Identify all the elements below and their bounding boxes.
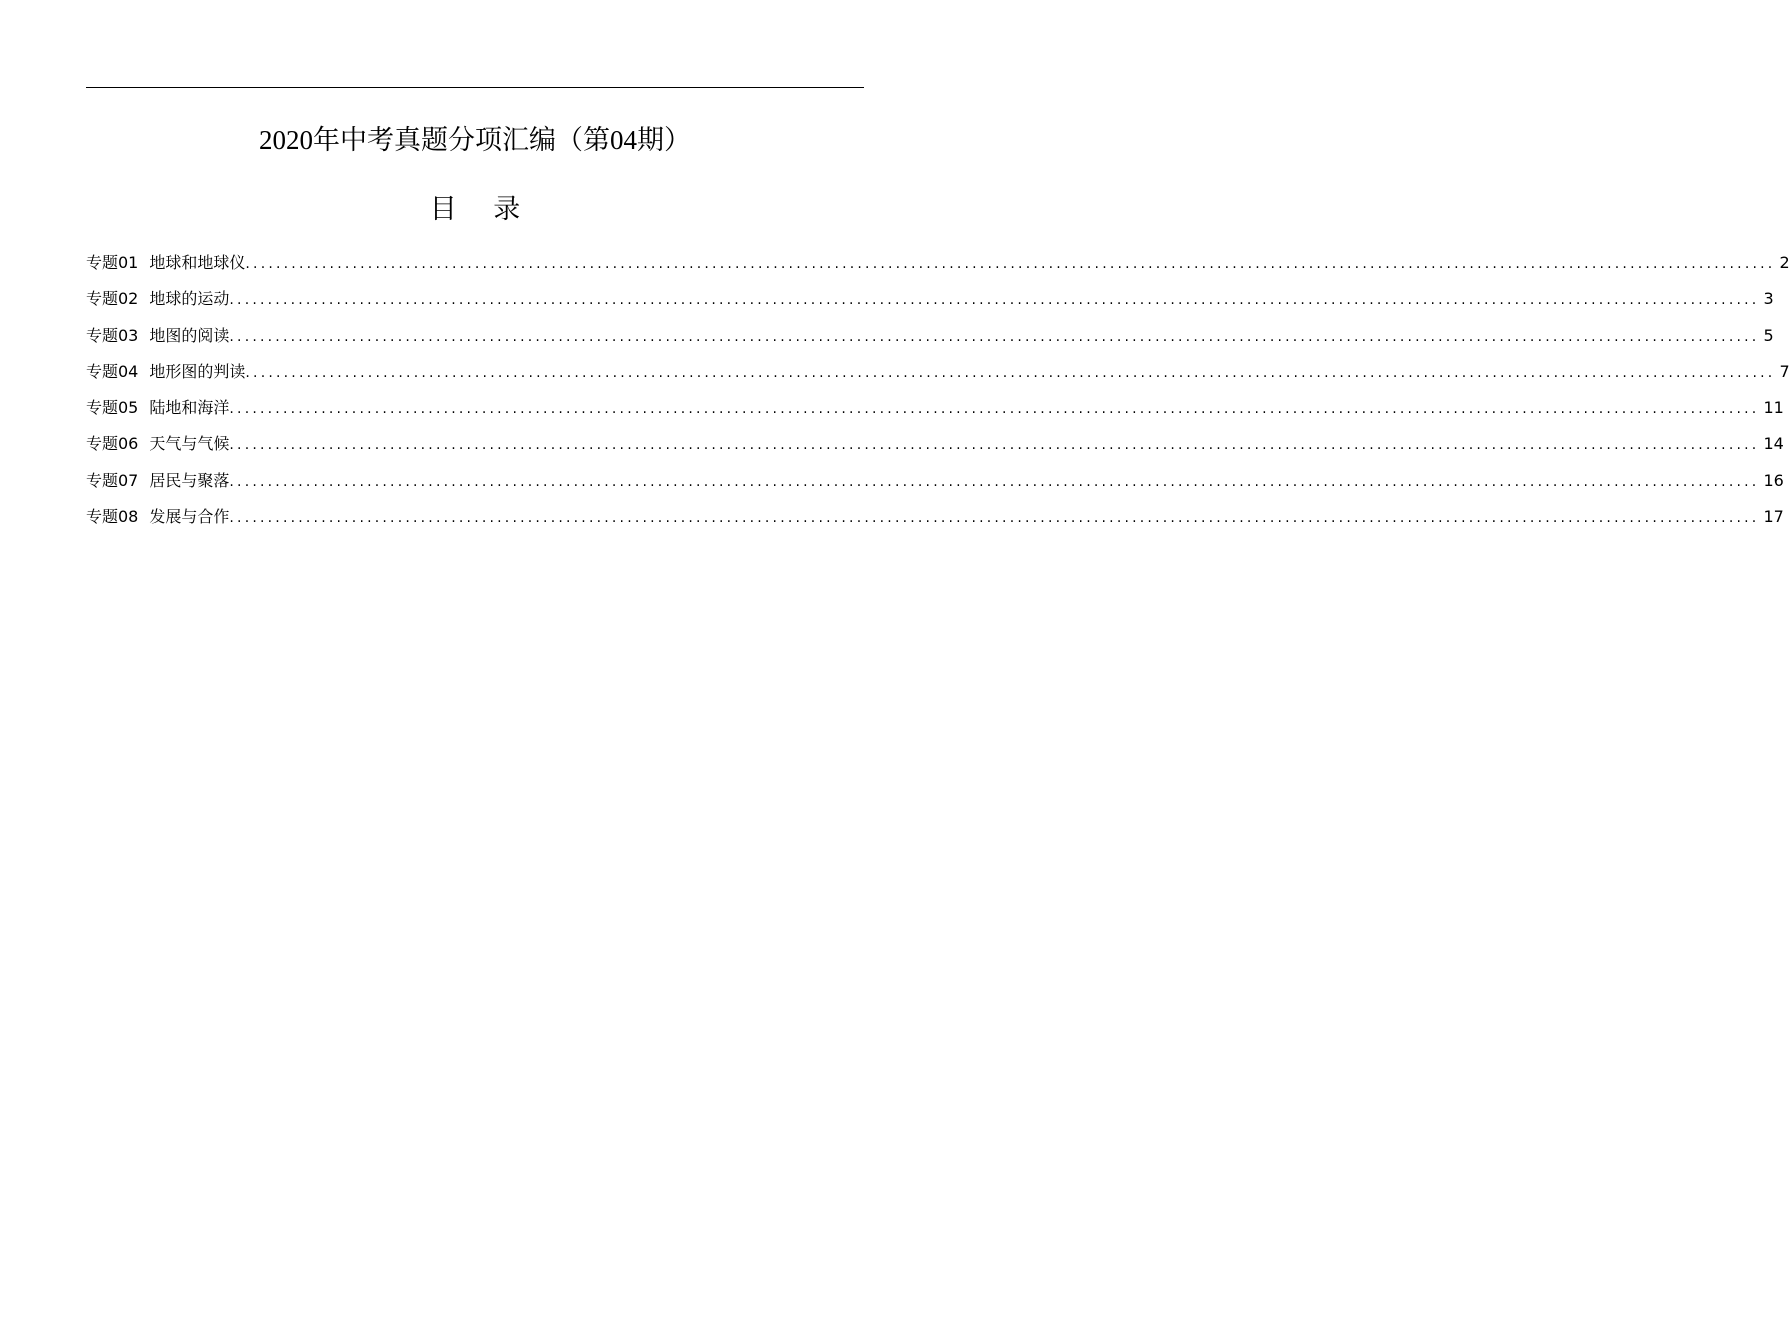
toc-entry[interactable] [86, 285, 1774, 321]
toc-entry-label: 居民与聚落 [149, 470, 230, 490]
table-of-contents [86, 249, 1790, 539]
toc-entry-label: 地图的阅读 [149, 325, 230, 345]
toc-leader-dots: ........................................................................................................................................................................................................ [229, 328, 1760, 345]
toc-entry-label: 陆地和海洋 [149, 398, 230, 418]
toc-entry[interactable] [86, 249, 1790, 285]
toc-entry-label: 地形图的判读 [149, 361, 246, 381]
toc-entry-number: 专题02 [86, 289, 139, 309]
toc-entry-page: 2 [1779, 253, 1790, 272]
toc-entry[interactable] [86, 467, 1784, 503]
toc-entry-page: 16 [1763, 470, 1784, 490]
toc-entry-label: 发展与合作 [149, 507, 230, 527]
toc-leader-dots: ........................................................................................................................................................................................................ [229, 401, 1760, 418]
toc-entry-number: 专题06 [86, 434, 139, 454]
toc-entry-number: 专题07 [86, 470, 139, 490]
toc-leader-dots: ........................................................................................................................................................................................................ [229, 437, 1760, 454]
toc-entry-number: 专题01 [86, 253, 139, 272]
toc-entry-page: 17 [1763, 507, 1784, 527]
toc-entry-page: 14 [1763, 434, 1784, 454]
toc-entry-number: 专题04 [86, 361, 139, 381]
toc-entry[interactable] [86, 430, 1784, 466]
toc-leader-dots: ........................................................................................................................................................................................................ [229, 473, 1760, 490]
toc-entry-page: 5 [1763, 325, 1774, 345]
toc-entry-number: 专题03 [86, 325, 139, 345]
toc-entry[interactable] [86, 503, 1784, 539]
toc-entry-label: 地球的运动 [149, 289, 230, 309]
toc-entry[interactable] [86, 322, 1774, 358]
toc-leader-dots: ........................................................................................................................................................................................................ [245, 256, 1776, 272]
toc-leader-dots: ........................................................................................................................................................................................................ [245, 364, 1776, 381]
toc-entry[interactable] [86, 394, 1784, 430]
toc-entry[interactable] [86, 358, 1790, 394]
toc-leader-dots: ........................................................................................................................................................................................................ [229, 292, 1760, 309]
toc-entry-label: 天气与气候 [149, 434, 230, 454]
toc-entry-page: 7 [1779, 361, 1790, 381]
toc-entry-number: 专题08 [86, 507, 139, 527]
toc-entry-page: 11 [1763, 398, 1784, 418]
document-title: 2020年中考真题分项汇编（第04期） [259, 125, 691, 155]
toc-entry-label: 地球和地球仪 [149, 253, 246, 272]
toc-entry-number: 专题05 [86, 398, 139, 418]
toc-entry-page: 3 [1763, 289, 1774, 309]
toc-heading: 目 录 [429, 194, 535, 225]
toc-leader-dots: ........................................................................................................................................................................................................ [229, 510, 1760, 527]
header-rule [86, 87, 864, 88]
